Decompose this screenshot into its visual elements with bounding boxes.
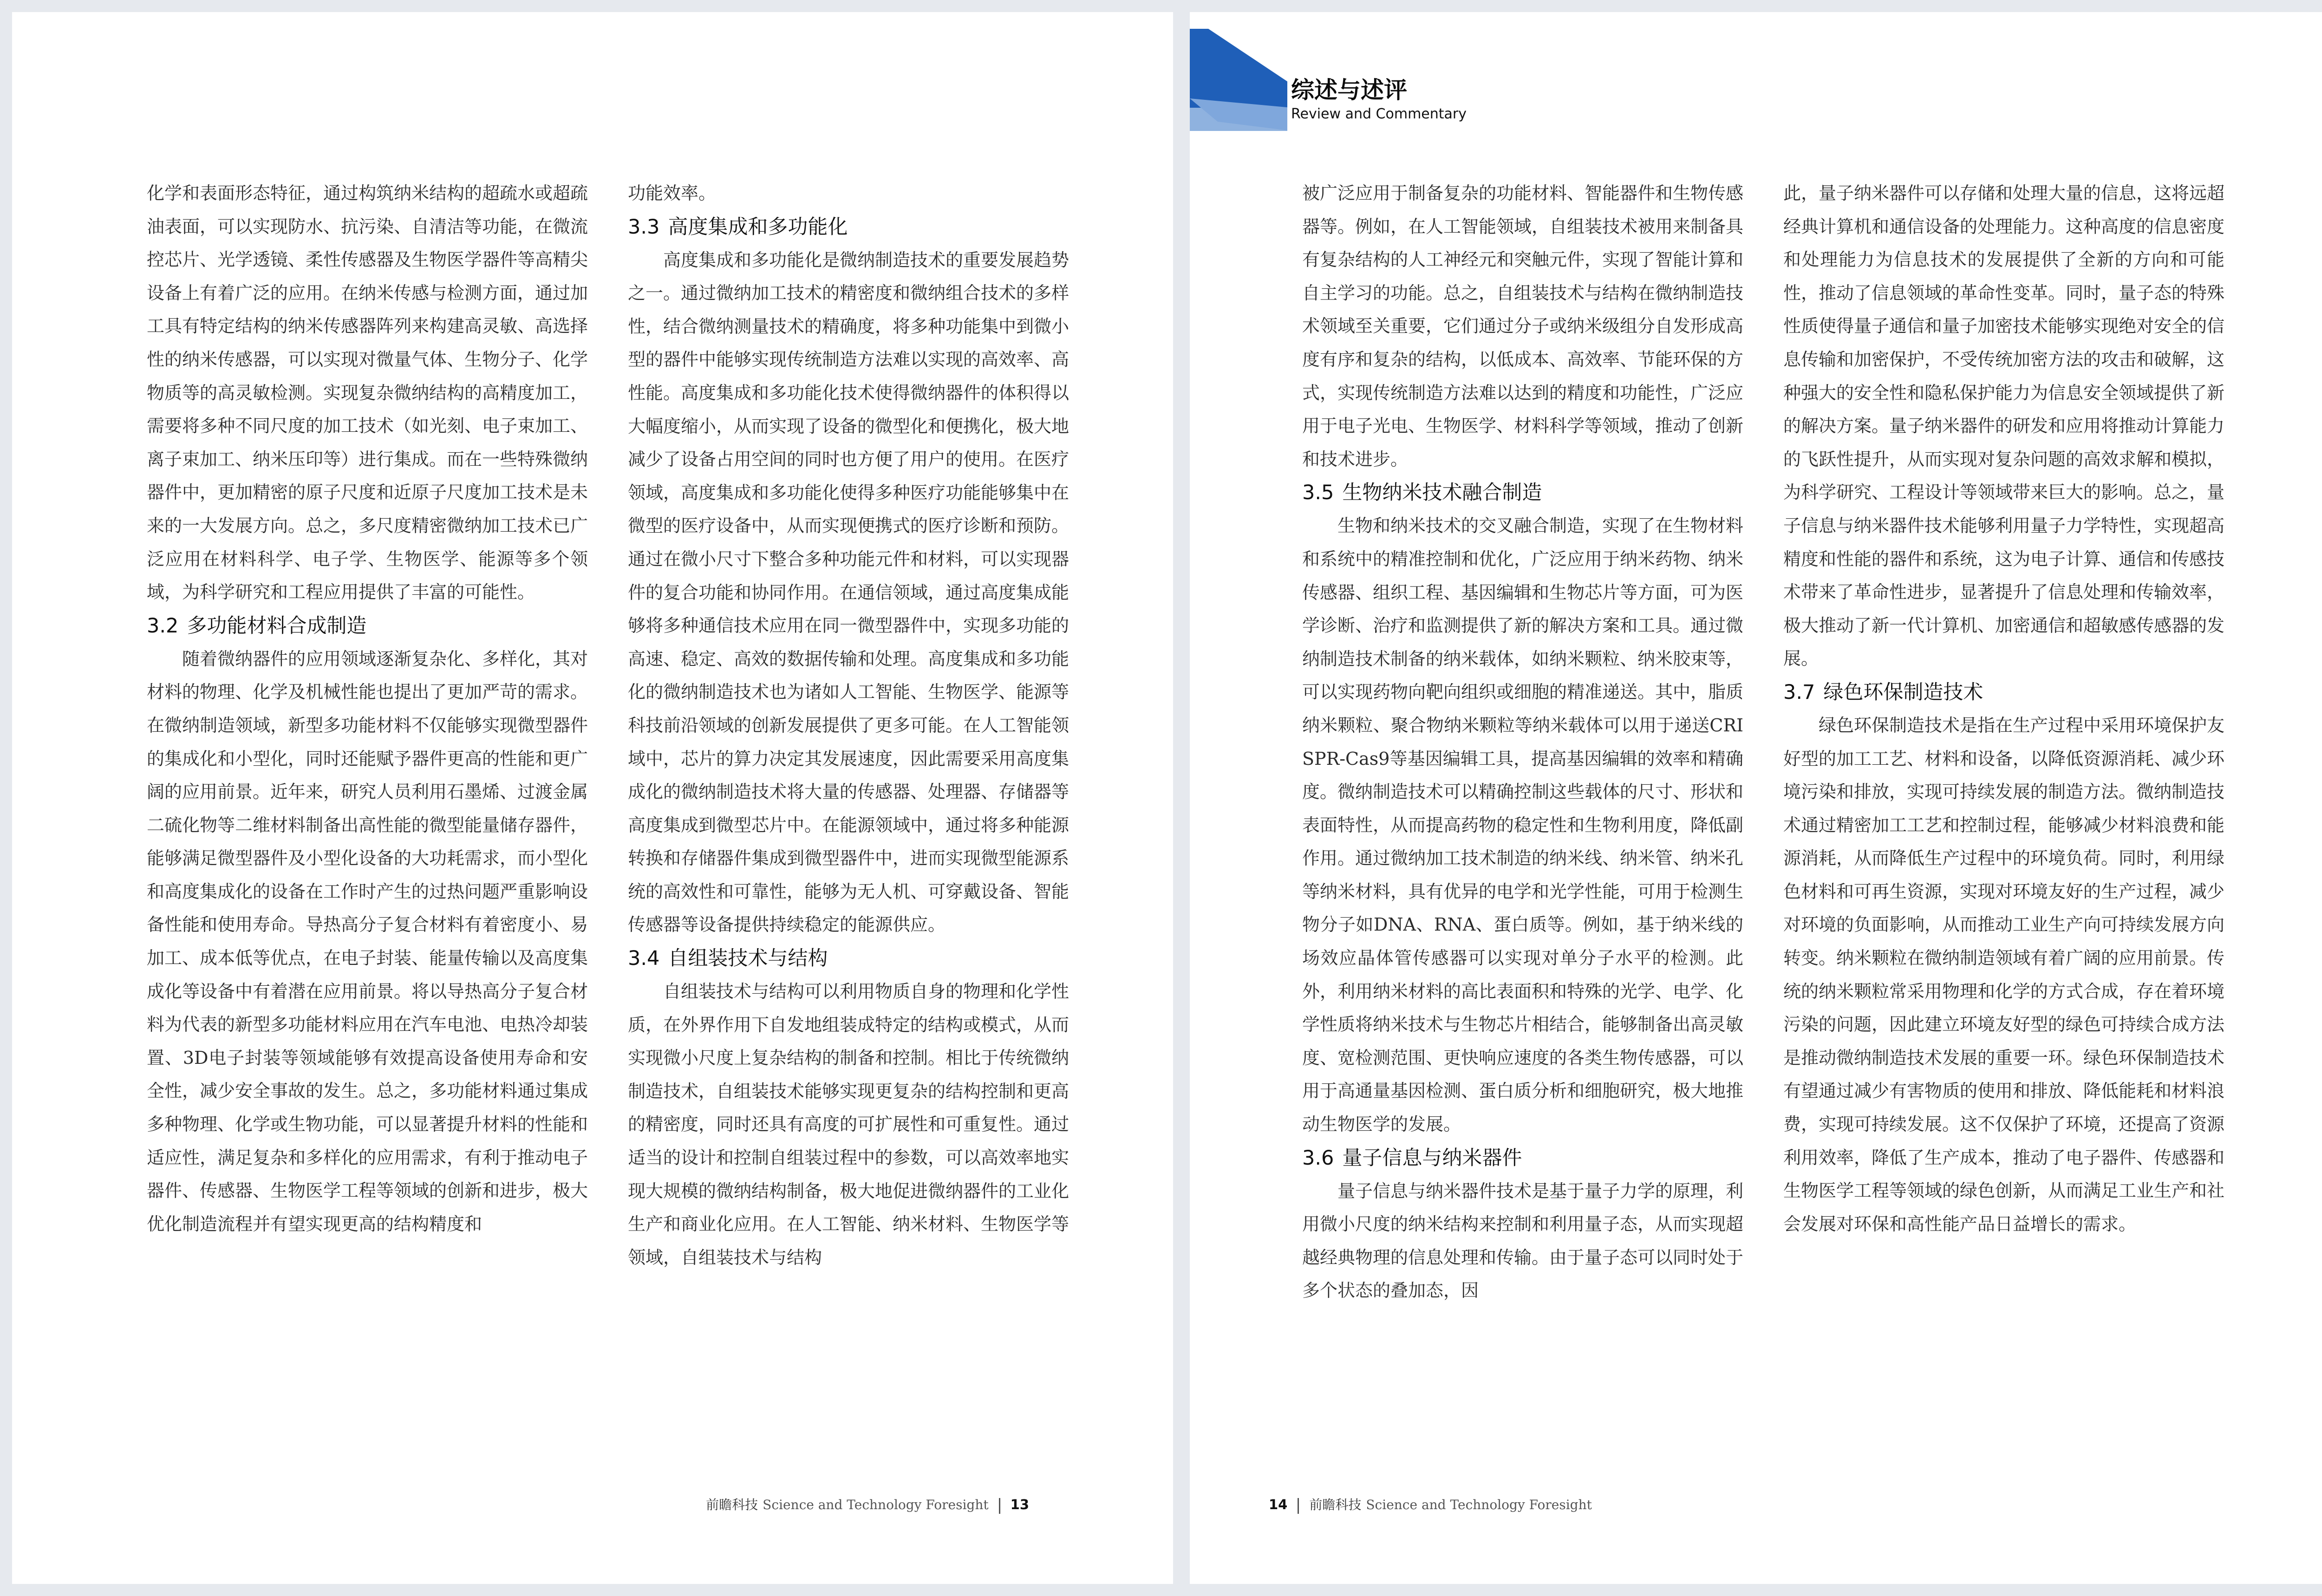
footer-divider (1298, 1498, 1299, 1514)
page-footer (706, 1495, 1029, 1514)
text-column-3 (1302, 177, 1743, 1308)
section-heading-3-7 (1783, 676, 2224, 709)
footer-divider (999, 1498, 1000, 1514)
section-title: 量子信息与纳米器件 (1342, 1146, 1522, 1170)
text-column-4 (1783, 177, 2224, 1241)
section-number: 3.4 (628, 947, 660, 971)
section-number: 3.5 (1302, 481, 1334, 505)
page-number: 14 (1269, 1497, 1288, 1512)
logo-dark-shape (1190, 29, 1287, 108)
section-heading-3-5 (1302, 476, 1743, 509)
section-title: 多功能材料合成制造 (187, 614, 367, 638)
paragraph: 功能效率。 (628, 183, 717, 203)
paragraph: 被广泛应用于制备复杂的功能材料、智能器件和生物传感器等。例如，在人工智能领域，自组装技术被用来制备具有复杂结构的人工神经元和突触元件，实现了智能计算和自主学习的功能。总之，自组装技术与结构在微纳制造技术领域至关重要，它们通过分子或纳米级组分自发形成高度有序和复杂的结构，以低成本、高效率、节能环保的方式，实现传统制造方法难以达到的精度和功能性，广泛应用于电子光电、生物医学、材料科学等领域，推动了创新和技术进步。 (1302, 183, 1744, 469)
section-number: 3.7 (1783, 680, 1815, 704)
section-number: 3.3 (628, 215, 660, 239)
paragraph: 随着微纳器件的应用领域逐渐复杂化、多样化，其对材料的物理、化学及机械性能也提出了更加严苛的需求。在微纳制造领域，新型多功能材料不仅能够实现微型器件的集成化和小型化，同时还能赋予器件更高的性能和更广阔的应用前景。近年来，研究人员利用石墨烯、过渡金属二硫化物等二维材料制备出高性能的微型能量储存器件，能够满足微型器件及小型化设备的大功耗需求，而小型化和高度集成化的设备在工作时产生的过热问题严重影响设备性能和使用寿命。导热高分子复合材料有着密度小、易加工、成本低等优点，在电子封装、能量传输以及高度集成化等设备中有着潜在应用前景。将以导热高分子复合材料为代表的新型多功能材料应用在汽车电池、电热冷却装置、3D电子封装等领域能够有效提高设备使用寿命和安全性，减少安全事故的发生。总之，多功能材料通过集成多种物理、化学或生物功能，可以显著提升材料的性能和适应性，满足复杂和多样化的应用需求，有利于推动电子器件、传感器、生物医学工程等领域的创新和进步，极大优化制造流程并有望实现更高的结构精度和 (147, 648, 588, 1234)
journal-name-cn: 前瞻科技 (1309, 1497, 1362, 1512)
journal-name-cn: 前瞻科技 (706, 1497, 758, 1512)
section-number: 3.2 (147, 614, 179, 638)
paragraph: 生物和纳米技术的交叉融合制造，实现了在生物材料和系统中的精准控制和优化，广泛应用于纳米药物、纳米传感器、组织工程、基因编辑和生物芯片等方面，可为医学诊断、治疗和监测提供了新的解决方案和工具。通过微纳制造技术制备的纳米载体，如纳米颗粒、纳米胶束等，可以实现药物向靶向组织或细胞的精准递送。其中，脂质纳米颗粒、聚合物纳米颗粒等纳米载体可以用于递送CRISPR-Cas9等基因编辑工具，提高基因编辑的效率和精确度。微纳制造技术可以精确控制这些载体的尺寸、形状和表面特性，从而提高药物的稳定性和生物利用度，降低副作用。通过微纳加工技术制造的纳米线、纳米管、纳米孔等纳米材料，具有优异的电学和光学性能，可用于检测生物分子如DNA、RNA、蛋白质等。例如，基于纳米线的场效应晶体管传感器可以实现对单分子水平的检测。此外，利用纳米材料的高比表面积和特殊的光学、电学、化学性质将纳米技术与生物芯片相结合，能够制备出高灵敏度、宽检测范围、更快响应速度的各类生物传感器，可以用于高通量基因检测、蛋白质分析和细胞研究，极大地推动生物医学的发展。 (1302, 515, 1744, 1135)
page-number: 13 (1010, 1497, 1029, 1512)
paragraph: 量子信息与纳米器件技术是基于量子力学的原理，利用微小尺度的纳米结构来控制和利用量子态，从而实现超越经典物理的信息处理和传输。由于量子态可以同时处于多个状态的叠加态，因 (1302, 1180, 1744, 1301)
journal-name-en: Science and Technology Foresight (763, 1497, 989, 1512)
section-heading-3-4 (628, 942, 1069, 975)
journal-name-en: Science and Technology Foresight (1366, 1497, 1592, 1512)
paragraph: 此，量子纳米器件可以存储和处理大量的信息，这将远超经典计算机和通信设备的处理能力。这种高度的信息密度和处理能力为信息技术的发展提供了全新的方向和可能性，推动了信息领域的革命性变革。同时，量子态的特殊性质使得量子通信和量子加密技术能够实现绝对安全的信息传输和加密保护，不受传统加密方法的攻击和破解，这种强大的安全性和隐私保护能力为信息安全领域提供了新的解决方案。量子纳米器件的研发和应用将推动计算能力的飞跃性提升，从而实现对复杂问题的高效求解和模拟，为科学研究、工程设计等领域带来巨大的影响。总之，量子信息与纳米器件技术能够利用量子力学特性，实现超高精度和性能的器件和系统，这为电子计算、通信和传感技术带来了革命性进步，显著提升了信息处理和传输效率，极大推动了新一代计算机、加密通信和超敏感传感器的发展。 (1783, 183, 2225, 669)
section-title: 高度集成和多功能化 (668, 215, 848, 239)
page-footer (1269, 1495, 1592, 1514)
section-heading-3-6 (1302, 1141, 1743, 1175)
paragraph: 高度集成和多功能化是微纳制造技术的重要发展趋势之一。通过微纳加工技术的精密度和微纳组合技术的多样性，结合微纳测量技术的精确度，将多种功能集中到微小型的器件中能够实现传统制造方法难以实现的高效率、高性能。高度集成和多功能化技术使得微纳器件的体积得以大幅度缩小，从而实现了设备的微型化和便携化，极大地减少了设备占用空间的同时也方便了用户的使用。在医疗领域，高度集成和多功能化使得多种医疗功能能够集中在微型的医疗设备中，从而实现便携式的医疗诊断和预防。通过在微小尺寸下整合多种功能元件和材料，可以实现器件的复合功能和协同作用。在通信领域，通过高度集成能够将多种通信技术应用在同一微型器件中，实现多功能的高速、稳定、高效的数据传输和处理。高度集成和多功能化的微纳制造技术也为诸如人工智能、生物医学、能源等科技前沿领域的创新发展提供了更多可能。在人工智能领域中，芯片的算力决定其发展速度，因此需要采用高度集成化的微纳制造技术将大量的传感器、处理器、存储器等高度集成到微型芯片中。在能源领域中，通过将多种能源转换和存储器件集成到微型器件中，进而实现微型能源系统的高效性和可靠性，能够为无人机、可穿戴设备、智能传感器等设备提供持续稳定的能源供应。 (628, 249, 1070, 935)
section-category-subtitle: Review and Commentary (1291, 106, 1467, 122)
section-title: 生物纳米技术融合制造 (1342, 481, 1542, 505)
paragraph: 化学和表面形态特征，通过构筑纳米结构的超疏水或超疏油表面，可以实现防水、抗污染、自清洁等功能，在微流控芯片、光学透镜、柔性传感器及生物医学器件等高精尖设备上有着广泛的应用。在纳米传感与检测方面，通过加工具有特定结构的纳米传感器阵列来构建高灵敏、高选择性的纳米传感器，可以实现对微量气体、生物分子、化学物质等的高灵敏检测。实现复杂微纳结构的高精度加工，需要将多种不同尺度的加工技术（如光刻、电子束加工、离子束加工、纳米压印等）进行集成。而在一些特殊微纳器件中，更加精密的原子尺度和近原子尺度加工技术是未来的一大发展方向。总之，多尺度精密微纳加工技术已广泛应用在材料科学、电子学、生物医学、能源等多个领域，为科学研究和工程应用提供了丰富的可能性。 (147, 183, 588, 603)
text-column-1 (147, 177, 588, 1241)
section-heading-3-2 (147, 609, 588, 643)
section-title: 自组装技术与结构 (668, 947, 828, 971)
right-page (1190, 12, 2322, 1584)
section-category-title: 综述与述评 (1291, 77, 1407, 104)
section-title: 绿色环保制造技术 (1823, 680, 1983, 704)
paragraph: 自组装技术与结构可以利用物质自身的物理和化学性质，在外界作用下自发地组装成特定的结构或模式，从而实现微小尺度上复杂结构的制备和控制。相比于传统微纳制造技术，自组装技术能够实现更复杂的结构控制和更高的精密度，同时还具有高度的可扩展性和可重复性。通过适当的设计和控制自组装过程中的参数，可以高效率地实现大规模的微纳结构制备，极大地促进微纳器件的工业化生产和商业化应用。在人工智能、纳米材料、生物医学等领域，自组装技术与结构 (628, 981, 1070, 1268)
paragraph: 绿色环保制造技术是指在生产过程中采用环境保护友好型的加工工艺、材料和设备，以降低资源消耗、减少环境污染和排放，实现可持续发展的制造方法。微纳制造技术通过精密加工工艺和控制过程，能够减少材料浪费和能源消耗，从而降低生产过程中的环境负荷。同时，利用绿色材料和可再生资源，实现对环境友好的生产过程，减少对环境的负面影响，从而推动工业生产向可持续发展方向转变。纳米颗粒在微纳制造领域有着广阔的应用前景。传统的纳米颗粒常采用物理和化学的方式合成，存在着环境污染的问题，因此建立环境友好型的绿色可持续合成方法是推动微纳制造技术发展的重要一环。绿色环保制造技术有望通过减少有害物质的使用和排放、降低能耗和材料浪费，实现可持续发展。这不仅保护了环境，还提高了资源利用效率，降低了生产成本，推动了电子器件、传感器和生物医学工程等领域的绿色创新，从而满足工业生产和社会发展对环保和高性能产品日益增长的需求。 (1783, 715, 2225, 1234)
left-page (12, 12, 1173, 1584)
section-number: 3.6 (1302, 1146, 1334, 1170)
text-column-2 (628, 177, 1069, 1274)
section-banner-logo (1190, 29, 1287, 131)
section-heading-3-3 (628, 210, 1069, 244)
